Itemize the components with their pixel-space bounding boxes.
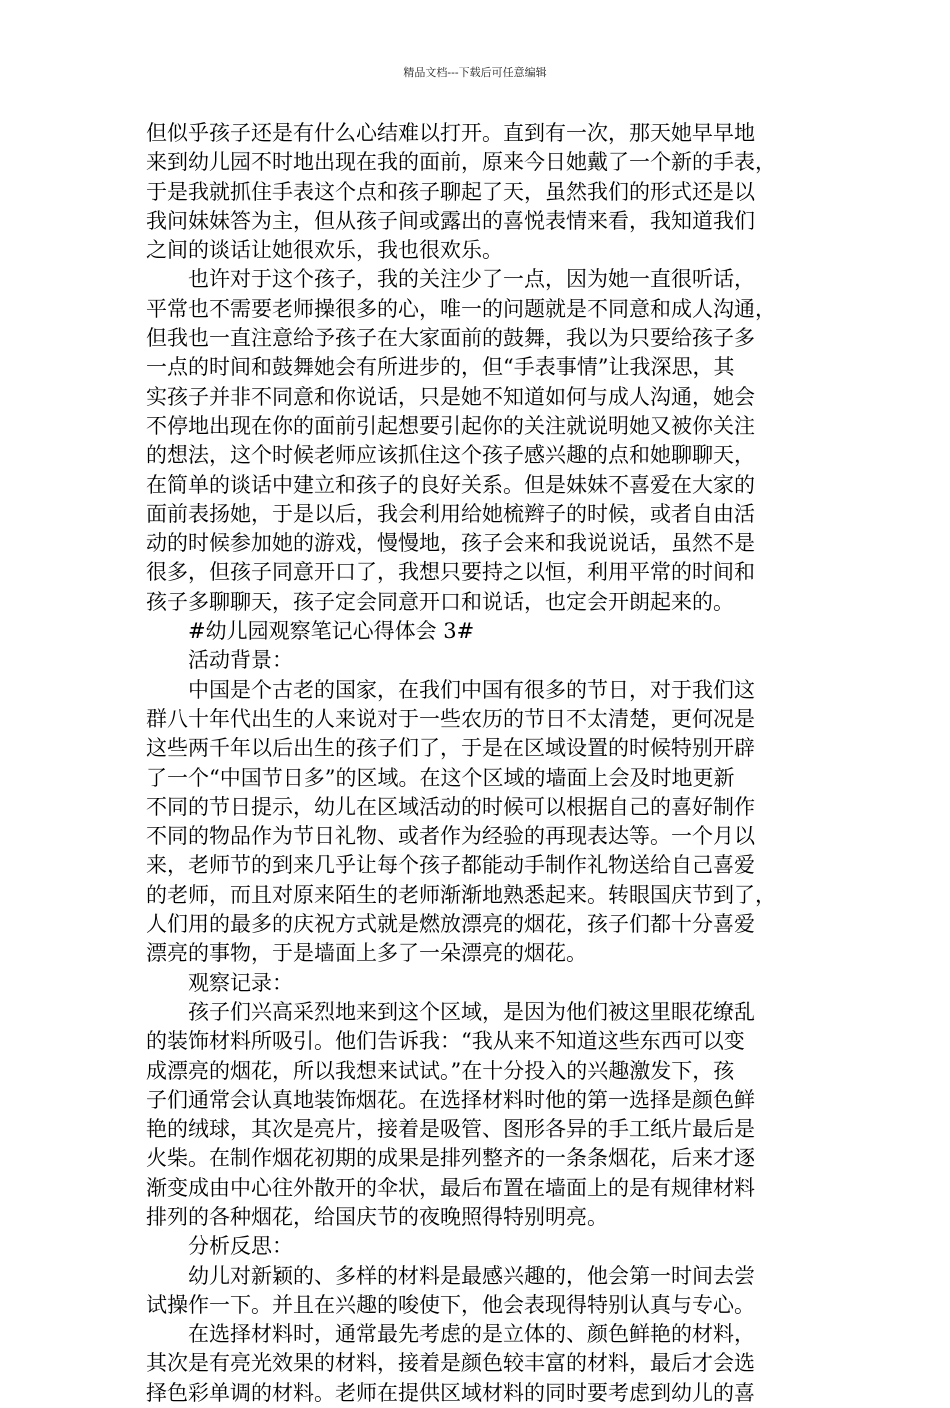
text-line: 的老师，而且对原来陌生的老师渐渐地熟悉起来。转眼国庆节到了，: [146, 882, 776, 907]
text-line: 但我也一直注意给予孩子在大家面前的鼓舞，我以为只要给孩子多: [146, 326, 755, 351]
text-line: 渐变成由中心往外散开的伞状，最后布置在墙面上的是有规律材料: [146, 1175, 755, 1200]
text-line: 幼儿对新颖的、多样的材料是最感兴趣的，他会第一时间去尝: [188, 1263, 755, 1288]
text-line: 火柴。在制作烟花初期的成果是排列整齐的一条条烟花，后来才逐: [146, 1146, 755, 1171]
text-line: 但似乎孩子还是有什么心结难以打开。直到有一次，那天她早早地: [146, 121, 755, 145]
text-line: 的装饰材料所吸引。他们告诉我：“我从来不知道这些东西可以变: [146, 1029, 745, 1054]
text-line: 实孩子并非不同意和你说话，只是她不知道如何与成人沟通，她会: [146, 384, 755, 409]
text-line: 试操作一下。并且在兴趣的唆使下，他会表现得特别认真与专心。: [146, 1292, 755, 1317]
text-line: 了一个“中国节日多”的区域。在这个区域的墙面上会及时地更新: [146, 765, 735, 790]
paragraph: [146, 676, 830, 969]
text-line: 的想法，这个时候老师应该抓住这个孩子感兴趣的点和她聊聊天，: [146, 443, 755, 468]
paragraph: [146, 265, 830, 617]
text-line: 成漂亮的烟花，所以我想来试试。”在十分投入的兴趣激发下，孩: [146, 1058, 735, 1083]
text-line: 孩子们兴高采烈地来到这个区域，是因为他们被这里眼花缭乱: [188, 999, 755, 1024]
text-line: 漂亮的事物，于是墙面上多了一朵漂亮的烟花。: [146, 941, 587, 966]
paragraph: [146, 617, 830, 646]
paragraph: [146, 1232, 830, 1261]
paragraph: [146, 119, 830, 265]
text-line: 子们通常会认真地装饰烟花。在选择材料时他的第一选择是颜色鲜: [146, 1087, 755, 1112]
text-line: 来，老师节的到来几乎让每个孩子都能动手制作礼物送给自己喜爱: [146, 853, 755, 878]
text-line: 我问妹妹答为主，但从孩子间或露出的喜悦表情来看，我知道我们: [146, 208, 755, 233]
text-line: 其次是有亮光效果的材料，接着是颜色较丰富的材料，最后才会选: [146, 1351, 755, 1376]
text-line: 群八十年代出生的人来说对于一些农历的节日不太清楚，更何况是: [146, 706, 755, 731]
paragraph: [146, 1320, 830, 1408]
text-line: 这些两千年以后出生的孩子们了，于是在区域设置的时候特别开辟: [146, 736, 755, 761]
text-line: 动的时候参加她的游戏，慢慢地，孩子会来和我说说话，虽然不是: [146, 531, 755, 556]
text-line: 平常也不需要老师操很多的心，唯一的问题就是不同意和成人沟通，: [146, 296, 776, 321]
paragraph: [146, 646, 830, 675]
text-line: 不同的节日提示，幼儿在区域活动的时候可以根据自己的喜好制作: [146, 794, 755, 819]
text-line: 艳的绒球，其次是亮片，接着是吸管、图形各异的手工纸片最后是: [146, 1117, 755, 1142]
paragraph: [146, 969, 830, 998]
text-line: 很多，但孩子同意开口了，我想只要持之以恒，利用平常的时间和: [146, 560, 755, 585]
text-line: 面前表扬她，于是以后，我会利用给她梳辫子的时候，或者自由活: [146, 501, 755, 526]
page-header: 精品文档---下载后可任意编辑: [403, 66, 547, 79]
text-line: 孩子多聊聊天，孩子定会同意开口和说话，也定会开朗起来的。: [146, 589, 734, 614]
text-line: 观察记录：: [188, 970, 293, 995]
text-line: 在简单的谈话中建立和孩子的良好关系。但是妹妹不喜爱在大家的: [146, 472, 755, 497]
text-line: 于是我就抓住手表这个点和孩子聊起了天，虽然我们的形式还是以: [146, 179, 755, 204]
text-line: 中国是个古老的国家，在我们中国有很多的节日，对于我们这: [188, 677, 755, 702]
paragraph: [146, 998, 830, 1232]
text-line: 排列的各种烟花，给国庆节的夜晚照得特别明亮。: [146, 1204, 608, 1229]
text-line: 不同的物品作为节日礼物、或者作为经验的再现表达等。一个月以: [146, 824, 755, 849]
text-line: 分析反思：: [188, 1234, 293, 1259]
text-line: 也许对于这个孩子，我的关注少了一点，因为她一直很听话，: [188, 267, 755, 292]
paragraph: [146, 1262, 830, 1321]
text-line: 活动背景：: [188, 648, 293, 673]
text-line: 在选择材料时，通常最先考虑的是立体的、颜色鲜艳的材料，: [188, 1322, 755, 1347]
document-body: [146, 119, 830, 1408]
text-line: 不停地出现在你的面前引起想要引起你的关注就说明她又被你关注: [146, 413, 755, 438]
text-line: 择色彩单调的材料。老师在提供区域材料的同时要考虑到幼儿的喜: [146, 1380, 755, 1405]
text-line: 来到幼儿园不时地出现在我的面前，原来今日她戴了一个新的手表，: [146, 150, 776, 175]
text-line: 之间的谈话让她很欢乐，我也很欢乐。: [146, 238, 503, 263]
text-line: #幼儿园观察笔记心得体会 3#: [188, 619, 475, 644]
text-line: 人们用的最多的庆祝方式就是燃放漂亮的烟花，孩子们都十分喜爱: [146, 912, 755, 937]
text-line: 一点的时间和鼓舞她会有所进步的，但“手表事情”让我深思，其: [146, 355, 735, 380]
